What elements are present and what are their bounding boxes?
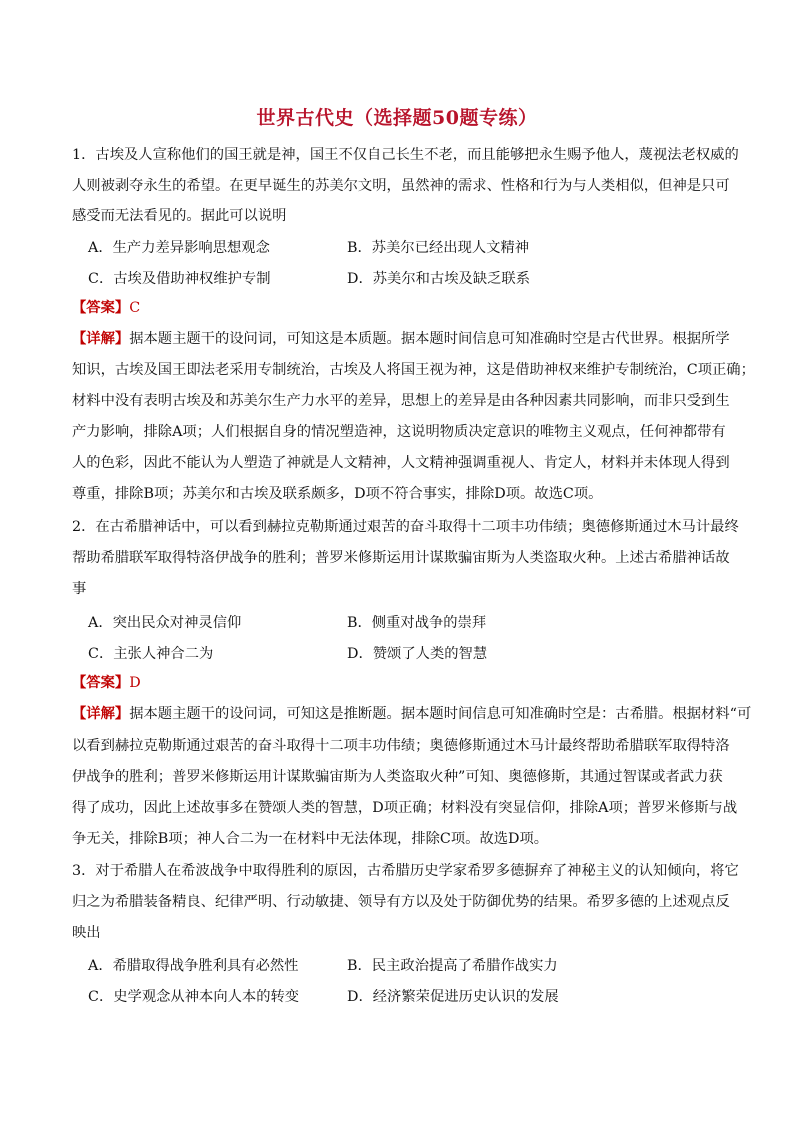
q2-explain-line: 争无关，排除B项；神人合二为一在材料中无法体现，排除C项。故选D项。 bbox=[72, 831, 549, 847]
q3-option-a: A．希腊取得战争胜利具有必然性 bbox=[88, 958, 299, 974]
q1-explain-line: 材料中没有表明古埃及和苏美尔生产力水平的差异，思想上的差异是由各种因素共同影响，而非只受到生 bbox=[72, 393, 730, 409]
q3-option-d: D．经济繁荣促进历史认识的发展 bbox=[347, 989, 559, 1005]
q1-explain-line: 知识，古埃及国王即法老采用专制统治，古埃及人将国王视为神，这是借助神权来维护专制统治，C项正确； bbox=[72, 362, 755, 378]
q1-option-c: C．古埃及借助神权维护专制 bbox=[88, 271, 271, 287]
q1-stem-line: 感受而无法看见的。据此可以说明 bbox=[72, 208, 287, 224]
q1-explain-line: 产力影响，排除A项；人们根据自身的情况塑造神，这说明物质决定意识的唯物主义观点，任何神都带有 bbox=[72, 424, 726, 440]
answer-value: C bbox=[129, 300, 141, 316]
q3-stem-line: 3．对于希腊人在希波战争中取得胜利的原因，古希腊历史学家希罗多德摒弃了神秘主义的认知倾向，将它 bbox=[72, 863, 739, 879]
q2-option-c: C．主张人神合二为 bbox=[88, 646, 214, 662]
q1-option-b: B．苏美尔已经出现人文精神 bbox=[347, 240, 530, 256]
q2-stem-line: 帮助希腊联军取得特洛伊战争的胜利；普罗米修斯运用计谋欺骗宙斯为人类盗取火种。上述古希腊神话故 bbox=[72, 550, 730, 566]
q2-option-a: A．突出民众对神灵信仰 bbox=[88, 615, 242, 631]
q2-explain-line: 伊战争的胜利；普罗米修斯运用计谋欺骗宙斯为人类盗取火种”可知、奥德修斯，其通过智谋或者武力获 bbox=[72, 769, 723, 785]
explain-text: 据本题主题干的设问词，可知这是本质题。据本题时间信息可知准确时空是古代世界。根据所学 bbox=[129, 331, 730, 347]
answer-label: 【答案】 bbox=[72, 675, 130, 691]
q2-option-b: B．侧重对战争的崇拜 bbox=[347, 615, 487, 631]
explain-label: 【详解】 bbox=[72, 706, 130, 722]
answer-label: 【答案】 bbox=[72, 300, 130, 316]
explain-label: 【详解】 bbox=[72, 331, 130, 347]
q1-explain-line bbox=[72, 330, 732, 348]
q1-answer bbox=[72, 299, 732, 317]
q2-explain-line: 得了成功，因此上述故事多在赞颂人类的智慧，D项正确；材料没有突显信仰，排除A项；普罗米修斯与战 bbox=[72, 800, 738, 816]
answer-value: D bbox=[129, 675, 141, 691]
q1-explain-line: 尊重，排除B项；苏美尔和古埃及联系颇多，D项不符合事实，排除D项。故选C项。 bbox=[72, 486, 603, 502]
q1-option-a: A．生产力差异影响思想观念 bbox=[88, 240, 270, 256]
explain-text: 据本题主题干的设问词，可知这是推断题。据本题时间信息可知准确时空是：古希腊。根据材料“可 bbox=[129, 706, 752, 722]
q3-stem-line: 归之为希腊装备精良、纪律严明、行动敏捷、领导有方以及处于防御优势的结果。希罗多德的上述观点反 bbox=[72, 894, 730, 910]
q2-explain-line bbox=[72, 705, 752, 723]
q2-stem-line: 事 bbox=[72, 581, 87, 597]
q1-stem-line: 1．古埃及人宣称他们的国王就是神，国王不仅自己长生不老，而且能够把永生赐予他人，蔑视法老权威的 bbox=[72, 147, 739, 163]
q3-stem-line: 映出 bbox=[72, 925, 101, 941]
q2-stem-line: 2．在古希腊神话中，可以看到赫拉克勒斯通过艰苦的奋斗取得十二项丰功伟绩；奥德修斯通过木马计最终 bbox=[72, 519, 739, 535]
page-title: 世界古代史（选择题50题专练） bbox=[256, 107, 538, 129]
q2-explain-line: 以看到赫拉克勒斯通过艰苦的奋斗取得十二项丰功伟绩；奥德修斯通过木马计最终帮助希腊联军取得特洛 bbox=[72, 738, 730, 754]
q3-option-b: B．民主政治提高了希腊作战实力 bbox=[347, 958, 558, 974]
q1-explain-line: 人的色彩，因此不能认为人塑造了神就是人文精神，人文精神强调重视人、肯定人，材料并未体现人得到 bbox=[72, 455, 730, 471]
q2-option-d: D．赞颂了人类的智慧 bbox=[347, 646, 488, 662]
q1-stem-line: 人则被剥夺永生的希望。在更早诞生的苏美尔文明，虽然神的需求、性格和行为与人类相似，但神是只可 bbox=[72, 178, 730, 194]
q2-answer bbox=[72, 674, 732, 692]
q3-option-c: C．史学观念从神本向人本的转变 bbox=[88, 989, 300, 1005]
q1-option-d: D．苏美尔和古埃及缺乏联系 bbox=[347, 271, 531, 287]
